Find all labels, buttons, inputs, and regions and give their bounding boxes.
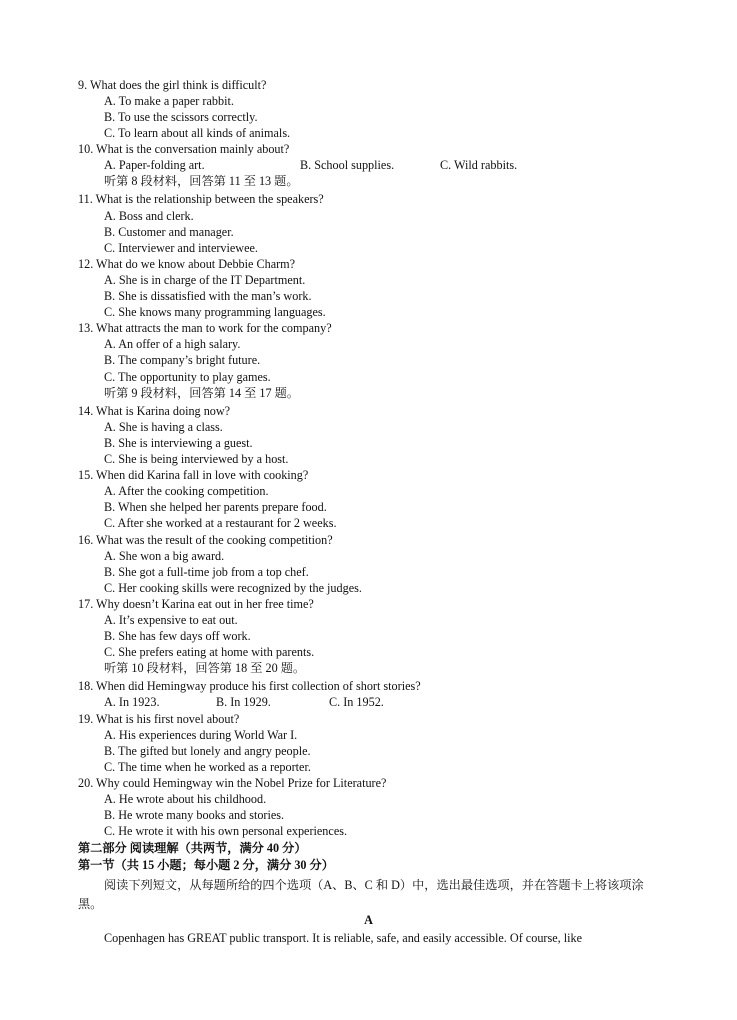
instruction-section-10: 听第 10 段材料，回答第 18 至 20 题。 xyxy=(104,661,306,675)
question-19-option-b: B. The gifted but lonely and angry people. xyxy=(104,744,311,758)
question-17-stem: 17. Why doesn’t Karina eat out in her free time? xyxy=(78,597,314,611)
question-19-option-c: C. The time when he worked as a reporter. xyxy=(104,760,311,774)
question-10-option-b: B. School supplies. xyxy=(300,158,395,172)
question-9-stem: 9. What does the girl think is difficult? xyxy=(78,78,267,92)
question-9-option-b: B. To use the scissors correctly. xyxy=(104,110,258,124)
question-14-option-a: A. She is having a class. xyxy=(104,420,223,434)
question-19-option-a: A. His experiences during World War I. xyxy=(104,728,298,742)
question-13-option-a: A. An offer of a high salary. xyxy=(104,337,241,351)
question-10-option-a: A. Paper-folding art. xyxy=(104,158,205,172)
question-20-stem: 20. Why could Hemingway win the Nobel Prize for Literature? xyxy=(78,776,387,790)
section-1-heading: 第一节（共 15 小题；每小题 2 分，满分 30 分） xyxy=(78,858,334,872)
question-12-option-a: A. She is in charge of the IT Department. xyxy=(104,273,306,287)
question-14-stem: 14. What is Karina doing now? xyxy=(78,404,231,418)
question-16-option-a: A. She won a big award. xyxy=(104,549,225,563)
question-10-option-c: C. Wild rabbits. xyxy=(440,158,518,172)
question-11-stem: 11. What is the relationship between the speakers? xyxy=(78,192,324,206)
passage-first-line: Copenhagen has GREAT public transport. It is reliable, safe, and easily accessible. Of course, like xyxy=(104,931,582,945)
question-12-stem: 12. What do we know about Debbie Charm? xyxy=(78,257,296,271)
question-20-option-c: C. He wrote it with his own personal experiences. xyxy=(104,824,348,838)
question-12-option-c: C. She knows many programming languages. xyxy=(104,305,326,319)
question-17-option-b: B. She has few days off work. xyxy=(104,629,251,643)
question-20-option-b: B. He wrote many books and stories. xyxy=(104,808,285,822)
reading-directions: 阅读下列短文，从每题所给的四个选项（A、B、C 和 D）中，选出最佳选项，并在答题卡上将该项涂黑。 xyxy=(78,878,644,911)
question-11-option-c: C. Interviewer and interviewee. xyxy=(104,241,258,255)
question-15-option-c: C. After she worked at a restaurant for 2 weeks. xyxy=(104,516,337,530)
question-16-stem: 16. What was the result of the cooking competition? xyxy=(78,533,333,547)
question-9-option-c: C. To learn about all kinds of animals. xyxy=(104,126,291,140)
question-19-stem: 19. What is his first novel about? xyxy=(78,712,240,726)
question-11-option-a: A. Boss and clerk. xyxy=(104,209,194,223)
question-13-option-c: C. The opportunity to play games. xyxy=(104,370,271,384)
question-15-stem: 15. When did Karina fall in love with cooking? xyxy=(78,468,309,482)
question-16-option-c: C. Her cooking skills were recognized by the judges. xyxy=(104,581,362,595)
question-14-option-b: B. She is interviewing a guest. xyxy=(104,436,253,450)
question-12-option-b: B. She is dissatisfied with the man’s work. xyxy=(104,289,312,303)
passage-letter: A xyxy=(364,913,373,927)
question-14-option-c: C. She is being interviewed by a host. xyxy=(104,452,289,466)
question-18-stem: 18. When did Hemingway produce his first collection of short stories? xyxy=(78,679,421,693)
question-10-stem: 10. What is the conversation mainly about? xyxy=(78,142,290,156)
instruction-section-8: 听第 8 段材料，回答第 11 至 13 题。 xyxy=(104,174,299,188)
part-2-heading: 第二部分 阅读理解（共两节，满分 40 分） xyxy=(78,841,307,855)
question-16-option-b: B. She got a full-time job from a top chef. xyxy=(104,565,309,579)
question-13-option-b: B. The company’s bright future. xyxy=(104,353,261,367)
question-18-option-b: B. In 1929. xyxy=(216,695,271,709)
question-17-option-c: C. She prefers eating at home with parents. xyxy=(104,645,315,659)
instruction-section-9: 听第 9 段材料，回答第 14 至 17 题。 xyxy=(104,386,299,400)
question-18-option-a: A. In 1923. xyxy=(104,695,160,709)
question-15-option-b: B. When she helped her parents prepare food. xyxy=(104,500,327,514)
question-11-option-b: B. Customer and manager. xyxy=(104,225,234,239)
question-9-option-a: A. To make a paper rabbit. xyxy=(104,94,234,108)
question-15-option-a: A. After the cooking competition. xyxy=(104,484,269,498)
question-18-option-c: C. In 1952. xyxy=(329,695,384,709)
question-20-option-a: A. He wrote about his childhood. xyxy=(104,792,267,806)
question-13-stem: 13. What attracts the man to work for the company? xyxy=(78,321,332,335)
question-17-option-a: A. It’s expensive to eat out. xyxy=(104,613,238,627)
